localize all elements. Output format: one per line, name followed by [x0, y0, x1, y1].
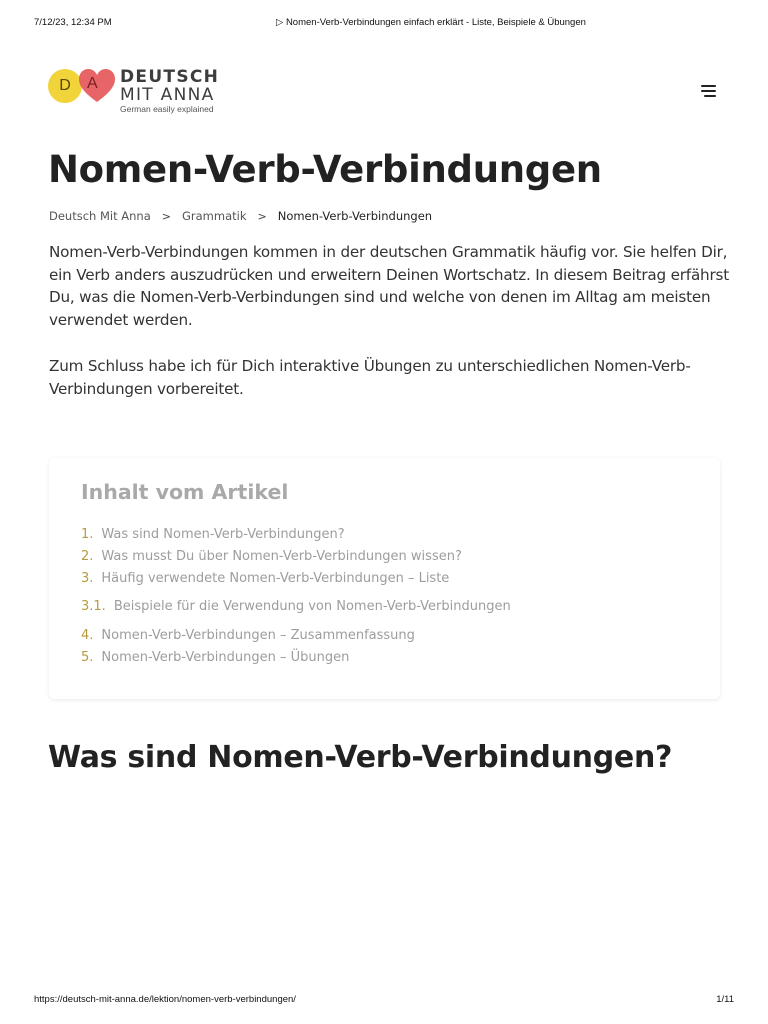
breadcrumb-home[interactable]: Deutsch Mit Anna [49, 209, 151, 223]
toc-item-number: 2. [81, 549, 94, 564]
logo-letter-a: A [87, 75, 98, 92]
breadcrumb-separator: > [161, 209, 171, 223]
logo-text-deutsch: DEUTSCH [120, 67, 220, 87]
toc-item-number: 5. [81, 650, 94, 665]
toc-item-label: Beispiele für die Verwendung von Nomen-Verb-Verbindungen [113, 599, 511, 614]
toc-item[interactable] [81, 527, 345, 542]
logo-tagline: German easily explained [120, 104, 214, 114]
print-date: 7/12/23, 12:34 PM [34, 17, 112, 28]
print-page-title: ▷ Nomen-Verb-Verbindungen einfach erklärt - Liste, Beispiele & Übungen [276, 17, 586, 28]
print-page-number: 1/11 [716, 994, 734, 1005]
breadcrumb-current: Nomen-Verb-Verbindungen [277, 209, 433, 223]
print-footer [0, 994, 768, 1008]
toc-title: Inhalt vom Artikel [81, 480, 289, 504]
toc-item-label: Was musst Du über Nomen-Verb-Verbindungen wissen? [101, 549, 462, 564]
toc-item[interactable] [81, 549, 462, 564]
toc-item[interactable] [81, 628, 415, 643]
page-title: Nomen-Verb-Verbindungen [48, 148, 602, 191]
logo-circle-d: D [48, 69, 82, 103]
breadcrumb-grammatik[interactable]: Grammatik [181, 209, 247, 223]
breadcrumb-separator: > [257, 209, 267, 223]
table-of-contents [49, 458, 720, 699]
intro-paragraph-1: Nomen-Verb-Verbindungen kommen in der deutschen Grammatik häufig vor. Sie helfen Dir, ein Verb anders auszudrücken und erweitern Deinen Wortschatz. In diesem Beitrag erfährst Du, was die Nomen-Verb-Verbindungen sind und welche von denen im Alltag am meisten verwendet werden. [49, 243, 729, 329]
section-heading: Was sind Nomen-Verb-Verbindungen? [48, 740, 673, 775]
toc-item-label: Nomen-Verb-Verbindungen – Zusammenfassung [101, 628, 415, 643]
print-url: https://deutsch-mit-anna.de/lektion/nomen-verb-verbindungen/ [34, 994, 296, 1005]
hamburger-menu-icon[interactable] [701, 85, 717, 97]
toc-item-label: Was sind Nomen-Verb-Verbindungen? [101, 527, 345, 542]
toc-item-number: 4. [81, 628, 94, 643]
print-header [0, 17, 768, 31]
toc-item[interactable] [81, 650, 349, 665]
toc-item-number: 3.1. [81, 599, 106, 614]
toc-item[interactable] [81, 571, 449, 586]
toc-item-label: Nomen-Verb-Verbindungen – Übungen [101, 650, 350, 665]
toc-item-number: 1. [81, 527, 94, 542]
logo-text-mit-anna: MIT ANNA [120, 85, 215, 105]
toc-item-label: Häufig verwendete Nomen-Verb-Verbindungen – Liste [101, 571, 450, 586]
breadcrumb [49, 209, 432, 223]
site-logo[interactable] [48, 66, 238, 116]
intro-paragraph-2: Zum Schluss habe ich für Dich interaktive Übungen zu unterschiedlichen Nomen-Verb-Verbindungen vorbereitet. [49, 357, 691, 398]
toc-item-number: 3. [81, 571, 94, 586]
toc-item[interactable] [81, 599, 511, 614]
site-header [48, 66, 720, 118]
